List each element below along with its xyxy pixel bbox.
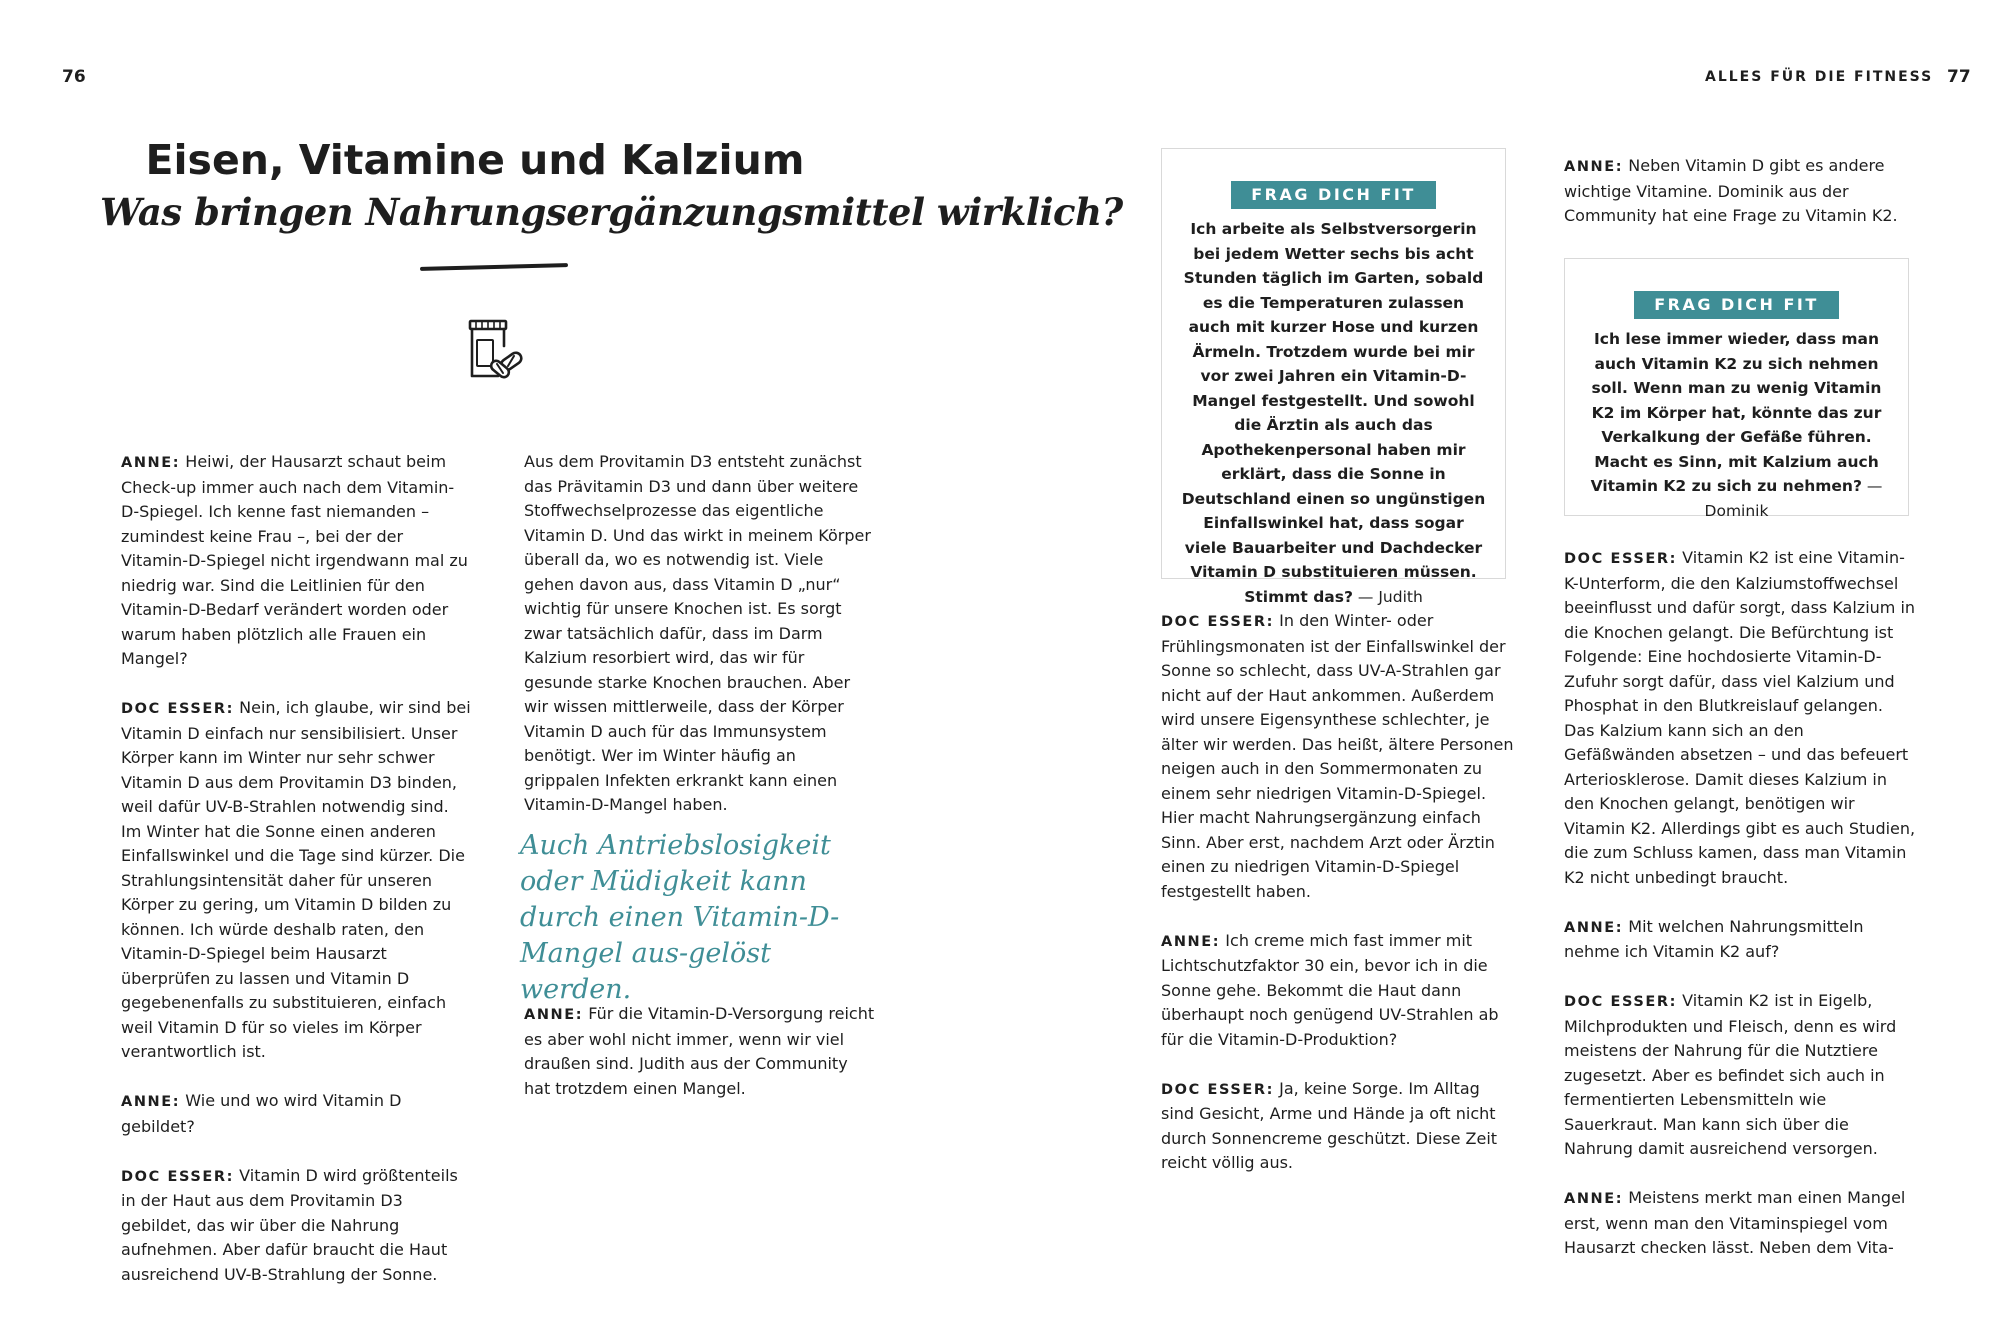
article-title: Eisen, Vitamine und Kalzium xyxy=(145,136,805,184)
page-number-left: 76 xyxy=(62,67,86,87)
question-text: Ich lese immer wieder, dass man auch Vitamin K2 zu sich nehmen soll. Wenn man zu wenig Vitamin K2 im Körper hat, könnte das zur Verkalkung der Gefäße führen. Macht es Sinn, mit Kalzium auch Vitamin K2 zu sich zu nehmen? xyxy=(1590,330,1882,495)
text-column-2-lower xyxy=(524,1002,876,1126)
text-column-1 xyxy=(121,450,471,1312)
question-box-judith xyxy=(1161,148,1506,606)
question-box-dominik xyxy=(1564,258,1909,520)
paragraph-text: Ja, keine Sorge. Im Alltag sind Gesicht, Arme und Hände ja oft nicht durch Sonnencreme geschützt. Diese Zeit reicht völlig aus. xyxy=(1161,1078,1498,1172)
title-underline xyxy=(420,263,568,271)
dialogue-paragraph xyxy=(1564,915,1916,965)
dialogue-paragraph xyxy=(121,450,471,672)
speaker-label: DOC ESSER: xyxy=(1161,1081,1275,1098)
paragraph-text: Vitamin D wird größtenteils in der Haut aus dem Provitamin D3 gebildet, das wir über die Nahrung aufnehmen. Aber dafür braucht die Haut ausreichend UV-B-Strahlung der Sonne. xyxy=(121,1165,458,1284)
dialogue-paragraph xyxy=(1564,154,1916,229)
text-column-2 xyxy=(524,450,876,842)
text-column-4 xyxy=(1564,546,1916,1285)
page-number-right: 77 xyxy=(1947,67,1971,87)
frag-dich-fit-tag: FRAG DICH FIT xyxy=(1231,181,1436,209)
dialogue-paragraph xyxy=(524,1002,876,1101)
speaker-label: DOC ESSER: xyxy=(121,701,235,717)
paragraph-text: Meistens merkt man einen Mangel erst, wenn man den Vitaminspiegel vom Hausarzt checken lässt. Neben dem Vita- xyxy=(1564,1188,1906,1257)
speaker-label: ANNE: xyxy=(1161,933,1221,950)
dialogue-paragraph xyxy=(1161,929,1516,1053)
speaker-label: ANNE: xyxy=(1564,1191,1624,1207)
question-signature: — Dominik xyxy=(1704,477,1883,520)
dialogue-paragraph xyxy=(1564,1186,1916,1261)
reader-question xyxy=(1180,217,1487,609)
dialogue-paragraph xyxy=(524,450,876,818)
speaker-label: ANNE: xyxy=(524,1007,584,1023)
dialogue-paragraph xyxy=(1564,989,1916,1162)
frag-dich-fit-tag: FRAG DICH FIT xyxy=(1634,291,1839,319)
paragraph-text: Vitamin K2 ist in Eigelb, Milchprodukten und Fleisch, denn es wird meistens der Nahrung für die Nutztiere zugesetzt. Aber es befindet sich auch in fermentierten Lebensmitteln wie Sauerkraut. Man kann sich über die Nahrung damit ausreichend versorgen. xyxy=(1564,991,1897,1158)
paragraph-text: Nein, ich glaube, wir sind bei Vitamin D einfach nur sensibilisiert. Unser Körper kann im Winter nur sehr schwer Vitamin D aus dem Provitamin D3 binden, weil dafür UV-B-Strahlen notwendig sind. Im Winter hat die Sonne einen anderen Einfallswinkel und die Tage sind kürzer. Die Strahlungsintensität daher für unseren Körper zu gering, um Vitamin D bilden zu können. Ich würde deshalb raten, den Vitamin-D-Spiegel beim Hausarzt überprüfen zu lassen und Vitamin D gegebenenfalls zu substituieren, einfach weil Vitamin D für so vieles im Körper verantwortlich ist. xyxy=(121,698,471,1061)
text-column-3 xyxy=(1161,609,1516,1200)
paragraph-text: Ich creme mich fast immer mit Lichtschutzfaktor 30 ein, bevor ich in die Sonne gehe. Bekommt die Haut dann überhaupt noch genügend UV-Strahlen ab für die Vitamin-D-Produktion? xyxy=(1161,930,1499,1049)
dialogue-paragraph xyxy=(121,1089,471,1139)
speaker-label: DOC ESSER: xyxy=(1564,994,1678,1010)
pull-quote: Auch Antriebslosigkeit oder Müdigkeit kann durch einen Vitamin-D-Mangel aus-gelöst werden. xyxy=(520,830,840,1005)
paragraph-text: Für die Vitamin-D-Versorgung reicht es aber wohl nicht immer, wenn wir viel draußen sind. Judith aus der Community hat trotzdem einen Mangel. xyxy=(524,1004,875,1098)
paragraph-text: Neben Vitamin D gibt es andere wichtige Vitamine. Dominik aus der Community hat eine Frage zu Vitamin K2. xyxy=(1564,156,1898,225)
paragraph-text: Heiwi, der Hausarzt schaut beim Check-up immer auch nach dem Vitamin-D-Spiegel. Ich kenne fast niemanden – zumindest keine Frau –, bei der der Vitamin-D-Spiegel nicht irgendwann mal zu niedrig war. Sind die Leitlinien für den Vitamin-D-Bedarf verändert worden oder warum haben plötzlich alle Frauen ein Mangel? xyxy=(121,452,468,668)
question-signature: — Judith xyxy=(1352,587,1423,606)
dialogue-paragraph xyxy=(1161,1077,1516,1176)
paragraph-text: In den Winter- oder Frühlingsmonaten ist der Einfallswinkel der Sonne so schlecht, dass UV-A-Strahlen gar nicht auf der Haut ankommen. Außerdem wird unsere Eigensynthese schlechter, je älter wir werden. Das heißt, ältere Personen neigen auch in den Sommermonaten zu einem sehr niedrigen Vitamin-D-Spiegel. Hier macht Nahrungsergänzung einfach Sinn. Aber erst, nachdem Arzt oder Ärztin einen zu niedrigen Vitamin-D-Spiegel festgestellt haben. xyxy=(1161,611,1514,901)
speaker-label: DOC ESSER: xyxy=(1161,614,1275,630)
running-head: ALLES FÜR DIE FITNESS xyxy=(1705,69,1934,85)
article-subtitle: Was bringen Nahrungsergänzungsmittel wirklich? xyxy=(100,190,1123,234)
dialogue-paragraph xyxy=(1564,546,1916,890)
question-text: Ich arbeite als Selbstversorgerin bei jedem Wetter sechs bis acht Stunden täglich im Garten, sobald es die Temperaturen zulassen auch mit kurzer Hose und kurzen Ärmeln. Trotzdem wurde bei mir vor zwei Jahren ein Vitamin-D-Mangel festgestellt. Und sowohl die Ärztin als auch das Apothekenpersonal haben mir erklärt, dass die Sonne in Deutschland einen so ungünstigen Einfallswinkel hat, dass sogar viele Bauarbeiter und Dachdecker Vitamin D substituieren müssen. Stimmt das? xyxy=(1181,220,1486,606)
dialogue-paragraph xyxy=(121,696,471,1065)
speaker-label: ANNE: xyxy=(1564,159,1624,175)
dialogue-paragraph xyxy=(1161,609,1516,904)
speaker-label: ANNE: xyxy=(121,455,181,471)
text-column-4-top xyxy=(1564,154,1916,253)
dialogue-paragraph xyxy=(121,1164,471,1288)
speaker-label: ANNE: xyxy=(1564,919,1624,936)
supplement-jar-pills-icon xyxy=(464,318,526,382)
reader-question xyxy=(1579,327,1894,523)
speaker-label: ANNE: xyxy=(121,1094,181,1110)
paragraph-text: Mit welchen Nahrungsmitteln nehme ich Vitamin K2 auf? xyxy=(1564,916,1864,961)
speaker-label: DOC ESSER: xyxy=(1564,551,1678,567)
paragraph-text: Aus dem Provitamin D3 entsteht zunächst das Prävitamin D3 und dann über weitere Stoffwechselprozesse das eigentliche Vitamin D. Und das wirkt in meinem Körper überall da, wo es notwendig ist. Viele gehen davon aus, dass Vitamin D „nur“ wichtig für unsere Knochen ist. Es sorgt zwar tatsächlich dafür, dass im Darm Kalzium resorbiert wird, das wir für gesunde starke Knochen brauchen. Aber wir wissen mittlerweile, dass der Körper Vitamin D auch für das Immunsystem benötigt. Wer im Winter häufig an grippalen Infekten erkrankt kann einen Vitamin-D-Mangel haben. xyxy=(524,452,871,814)
speaker-label: DOC ESSER: xyxy=(121,1168,235,1185)
paragraph-text: Wie und wo wird Vitamin D gebildet? xyxy=(121,1091,402,1136)
paragraph-text: Vitamin K2 ist eine Vitamin-K-Unterform, die den Kalziumstoffwechsel beeinflusst und dafür sorgt, dass Kalzium in die Knochen gelangt. Die Befürchtung ist Folgende: Eine hochdosierte Vitamin-D-Zufuhr sorgt dafür, dass viel Kalzium und Phosphat in den Blutkreislauf gelangen. Das Kalzium kann sich an den Gefäßwänden absetzen – und das befeuert Arteriosklerose. Damit dieses Kalzium in den Knochen gelangt, benötigen wir Vitamin K2. Allerdings gibt es auch Studien, die zum Schluss kamen, dass man Vitamin K2 nicht unbedingt braucht. xyxy=(1564,548,1916,887)
